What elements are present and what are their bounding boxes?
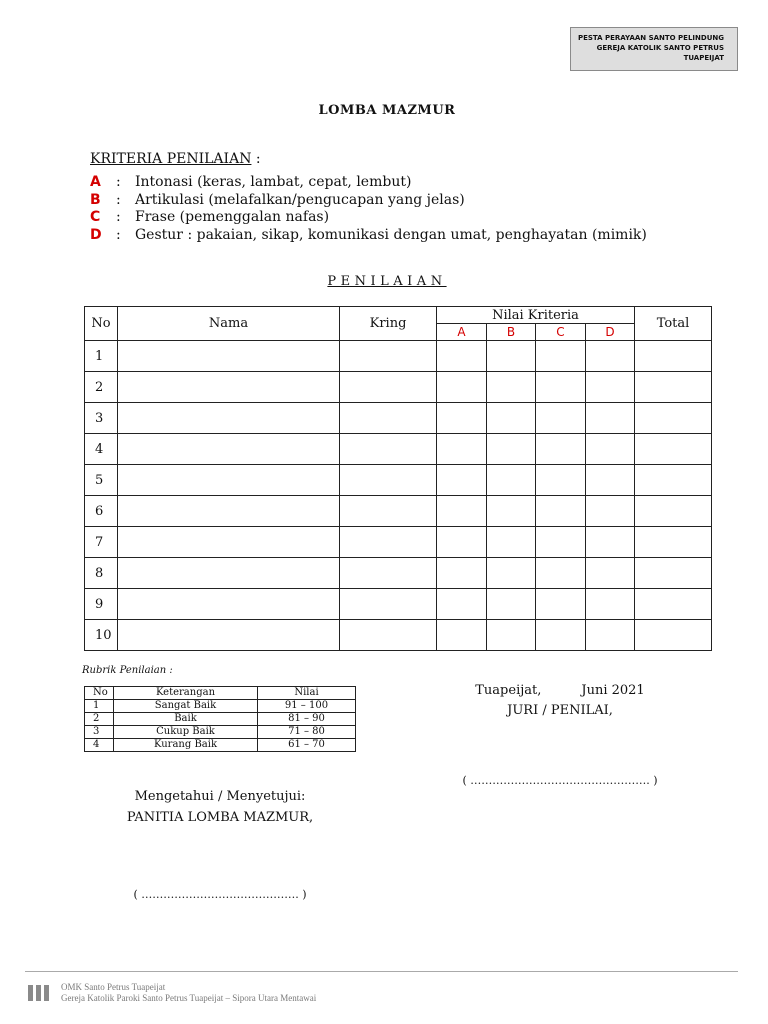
criteria-text: Artikulasi (melafalkan/pengucapan yang jelas) — [135, 191, 465, 208]
row-number: 5 — [85, 465, 118, 496]
criteria-item — [90, 174, 647, 192]
header-line-1: PESTA PERAYAAN SANTO PELINDUNG — [577, 34, 724, 42]
row-number: 8 — [85, 558, 118, 589]
cell-c[interactable] — [536, 558, 586, 589]
table-row — [85, 403, 712, 434]
criteria-heading-colon: : — [251, 151, 261, 167]
criteria-letter: C — [90, 209, 101, 225]
col-header-b: B — [487, 324, 536, 341]
rubric-row — [85, 713, 356, 726]
criteria-colon: : — [116, 226, 121, 243]
cell-c[interactable] — [536, 372, 586, 403]
cell-nama[interactable] — [118, 589, 340, 620]
criteria-item — [90, 227, 647, 245]
cell-d[interactable] — [586, 341, 635, 372]
judge-role: JURI / PENILAI, — [507, 703, 613, 718]
rubric-header-keterangan: Keterangan — [114, 687, 258, 700]
cell-c[interactable] — [536, 496, 586, 527]
col-header-kring: Kring — [340, 307, 437, 341]
rubric-nilai: 61 – 70 — [258, 739, 356, 752]
criteria-letter: A — [90, 174, 101, 190]
criteria-item — [90, 192, 647, 210]
cell-a[interactable] — [437, 527, 487, 558]
cell-kring[interactable] — [340, 341, 437, 372]
col-header-a: A — [437, 324, 487, 341]
header-line-2: GEREJA KATOLIK SANTO PETRUS — [596, 44, 724, 52]
criteria-letter: D — [90, 226, 102, 243]
rubric-keterangan: Sangat Baik — [114, 700, 258, 713]
cell-a[interactable] — [437, 434, 487, 465]
cell-kring[interactable] — [340, 465, 437, 496]
cell-b[interactable] — [487, 620, 536, 651]
table-row — [85, 620, 712, 651]
criteria-text: Frase (pemenggalan nafas) — [135, 209, 330, 225]
cell-d[interactable] — [586, 589, 635, 620]
col-header-total: Total — [635, 307, 712, 341]
cell-c[interactable] — [536, 465, 586, 496]
committee-approval-label: Mengetahui / Menyetujui: — [134, 789, 306, 804]
cell-c[interactable] — [536, 620, 586, 651]
col-header-nilai-kriteria: Nilai Kriteria — [437, 307, 635, 324]
row-number: 10 — [85, 620, 118, 651]
table-row — [85, 434, 712, 465]
cell-b[interactable] — [487, 496, 536, 527]
cell-nama[interactable] — [118, 496, 340, 527]
cell-nama[interactable] — [118, 620, 340, 651]
cell-a[interactable] — [437, 558, 487, 589]
row-number: 3 — [85, 403, 118, 434]
col-header-nama: Nama — [118, 307, 340, 341]
cell-nama[interactable] — [118, 558, 340, 589]
rubric-title: Rubrik Penilaian : — [82, 665, 173, 676]
header-line-3: TUAPEIJAT — [683, 54, 724, 62]
rubric-nilai: 91 – 100 — [258, 700, 356, 713]
rubric-nilai: 81 – 90 — [258, 713, 356, 726]
col-header-d: D — [586, 324, 635, 341]
cell-d[interactable] — [586, 620, 635, 651]
cell-b[interactable] — [487, 372, 536, 403]
cell-b[interactable] — [487, 589, 536, 620]
cell-a[interactable] — [437, 465, 487, 496]
cell-nama[interactable] — [118, 434, 340, 465]
footer-line-2: Gereja Katolik Paroki Santo Petrus Tuapeijat – Sipora Utara Mentawai — [61, 993, 317, 1003]
cell-d[interactable] — [586, 372, 635, 403]
cell-d[interactable] — [586, 465, 635, 496]
scoring-table — [84, 306, 712, 651]
criteria-list — [90, 174, 647, 244]
cell-kring[interactable] — [340, 496, 437, 527]
rubric-row — [85, 700, 356, 713]
cell-kring[interactable] — [340, 527, 437, 558]
cell-total[interactable] — [635, 620, 712, 651]
footer-line-1: OMK Santo Petrus Tuapeijat — [61, 982, 166, 992]
scoring-title: PENILAIAN — [327, 274, 447, 289]
cell-total[interactable] — [635, 403, 712, 434]
rubric-keterangan: Baik — [114, 713, 258, 726]
footer-divider — [25, 971, 738, 972]
cell-d[interactable] — [586, 496, 635, 527]
cell-b[interactable] — [487, 341, 536, 372]
cell-a[interactable] — [437, 372, 487, 403]
cell-nama[interactable] — [118, 372, 340, 403]
cell-kring[interactable] — [340, 620, 437, 651]
row-number: 2 — [85, 372, 118, 403]
table-row — [85, 527, 712, 558]
rubric-header-nilai: Nilai — [258, 687, 356, 700]
table-row — [85, 558, 712, 589]
row-number: 4 — [85, 434, 118, 465]
rubric-no: 3 — [85, 726, 114, 739]
rubric-row — [85, 726, 356, 739]
criteria-text: Intonasi (keras, lambat, cepat, lembut) — [135, 174, 412, 190]
date-text: Juni 2021 — [581, 683, 645, 698]
place-date-line — [440, 681, 680, 701]
cell-b[interactable] — [487, 527, 536, 558]
rubric-keterangan: Cukup Baik — [114, 726, 258, 739]
rubric-header-no: No — [85, 687, 114, 700]
cell-kring[interactable] — [340, 589, 437, 620]
cell-c[interactable] — [536, 589, 586, 620]
cell-total[interactable] — [635, 589, 712, 620]
rubric-no: 2 — [85, 713, 114, 726]
event-header-box — [570, 27, 738, 71]
cell-kring[interactable] — [340, 372, 437, 403]
cell-c[interactable] — [536, 527, 586, 558]
committee-name: PANITIA LOMBA MAZMUR, — [126, 810, 314, 825]
cell-a[interactable] — [437, 403, 487, 434]
cell-total[interactable] — [635, 496, 712, 527]
table-row — [85, 341, 712, 372]
rubric-keterangan: Kurang Baik — [114, 739, 258, 752]
criteria-colon: : — [116, 191, 121, 208]
criteria-heading — [90, 151, 261, 167]
cell-d[interactable] — [586, 403, 635, 434]
row-number: 9 — [85, 589, 118, 620]
cell-nama[interactable] — [118, 465, 340, 496]
rubric-table — [84, 686, 356, 752]
cell-b[interactable] — [487, 558, 536, 589]
cell-c[interactable] — [536, 341, 586, 372]
row-number: 1 — [85, 341, 118, 372]
row-number: 6 — [85, 496, 118, 527]
cell-d[interactable] — [586, 527, 635, 558]
cell-b[interactable] — [487, 403, 536, 434]
criteria-heading-text: KRITERIA PENILAIAN — [90, 151, 252, 167]
footer-text — [61, 982, 316, 1004]
committee-signature-block — [90, 786, 350, 905]
cell-kring[interactable] — [340, 434, 437, 465]
rubric-header-row — [85, 687, 356, 700]
criteria-item — [90, 209, 647, 227]
cell-a[interactable] — [437, 620, 487, 651]
judge-signature-line: ( …………………………………………. ) — [462, 774, 658, 787]
cell-c[interactable] — [536, 434, 586, 465]
rubric-no: 1 — [85, 700, 114, 713]
page-title: LOMBA MAZMUR — [318, 103, 456, 118]
cell-kring[interactable] — [340, 558, 437, 589]
cell-d[interactable] — [586, 434, 635, 465]
cell-total[interactable] — [635, 527, 712, 558]
table-row — [85, 465, 712, 496]
cell-total[interactable] — [635, 341, 712, 372]
cell-nama[interactable] — [118, 403, 340, 434]
cell-a[interactable] — [437, 589, 487, 620]
rubric-row — [85, 739, 356, 752]
place-text: Tuapeijat, — [475, 683, 542, 698]
row-number: 7 — [85, 527, 118, 558]
rubric-nilai: 71 – 80 — [258, 726, 356, 739]
rubric-no: 4 — [85, 739, 114, 752]
cell-total[interactable] — [635, 558, 712, 589]
criteria-letter: B — [90, 191, 101, 208]
cell-nama[interactable] — [118, 527, 340, 558]
cell-a[interactable] — [437, 496, 487, 527]
col-header-no: No — [85, 307, 118, 341]
col-header-c: C — [536, 324, 586, 341]
cell-total[interactable] — [635, 465, 712, 496]
table-row — [85, 496, 712, 527]
cell-b[interactable] — [487, 465, 536, 496]
cell-b[interactable] — [487, 434, 536, 465]
table-row — [85, 372, 712, 403]
bars-icon — [28, 985, 49, 1001]
criteria-colon: : — [116, 174, 121, 190]
criteria-colon: : — [116, 209, 121, 225]
cell-kring[interactable] — [340, 403, 437, 434]
committee-signature-line: ( ……………………………………. ) — [133, 888, 307, 901]
criteria-text: Gestur : pakaian, sikap, komunikasi dengan umat, penghayatan (mimik) — [135, 226, 647, 243]
cell-c[interactable] — [536, 403, 586, 434]
cell-d[interactable] — [586, 558, 635, 589]
cell-a[interactable] — [437, 341, 487, 372]
table-row — [85, 589, 712, 620]
cell-nama[interactable] — [118, 341, 340, 372]
judge-signature-block — [440, 681, 680, 791]
cell-total[interactable] — [635, 434, 712, 465]
cell-total[interactable] — [635, 372, 712, 403]
